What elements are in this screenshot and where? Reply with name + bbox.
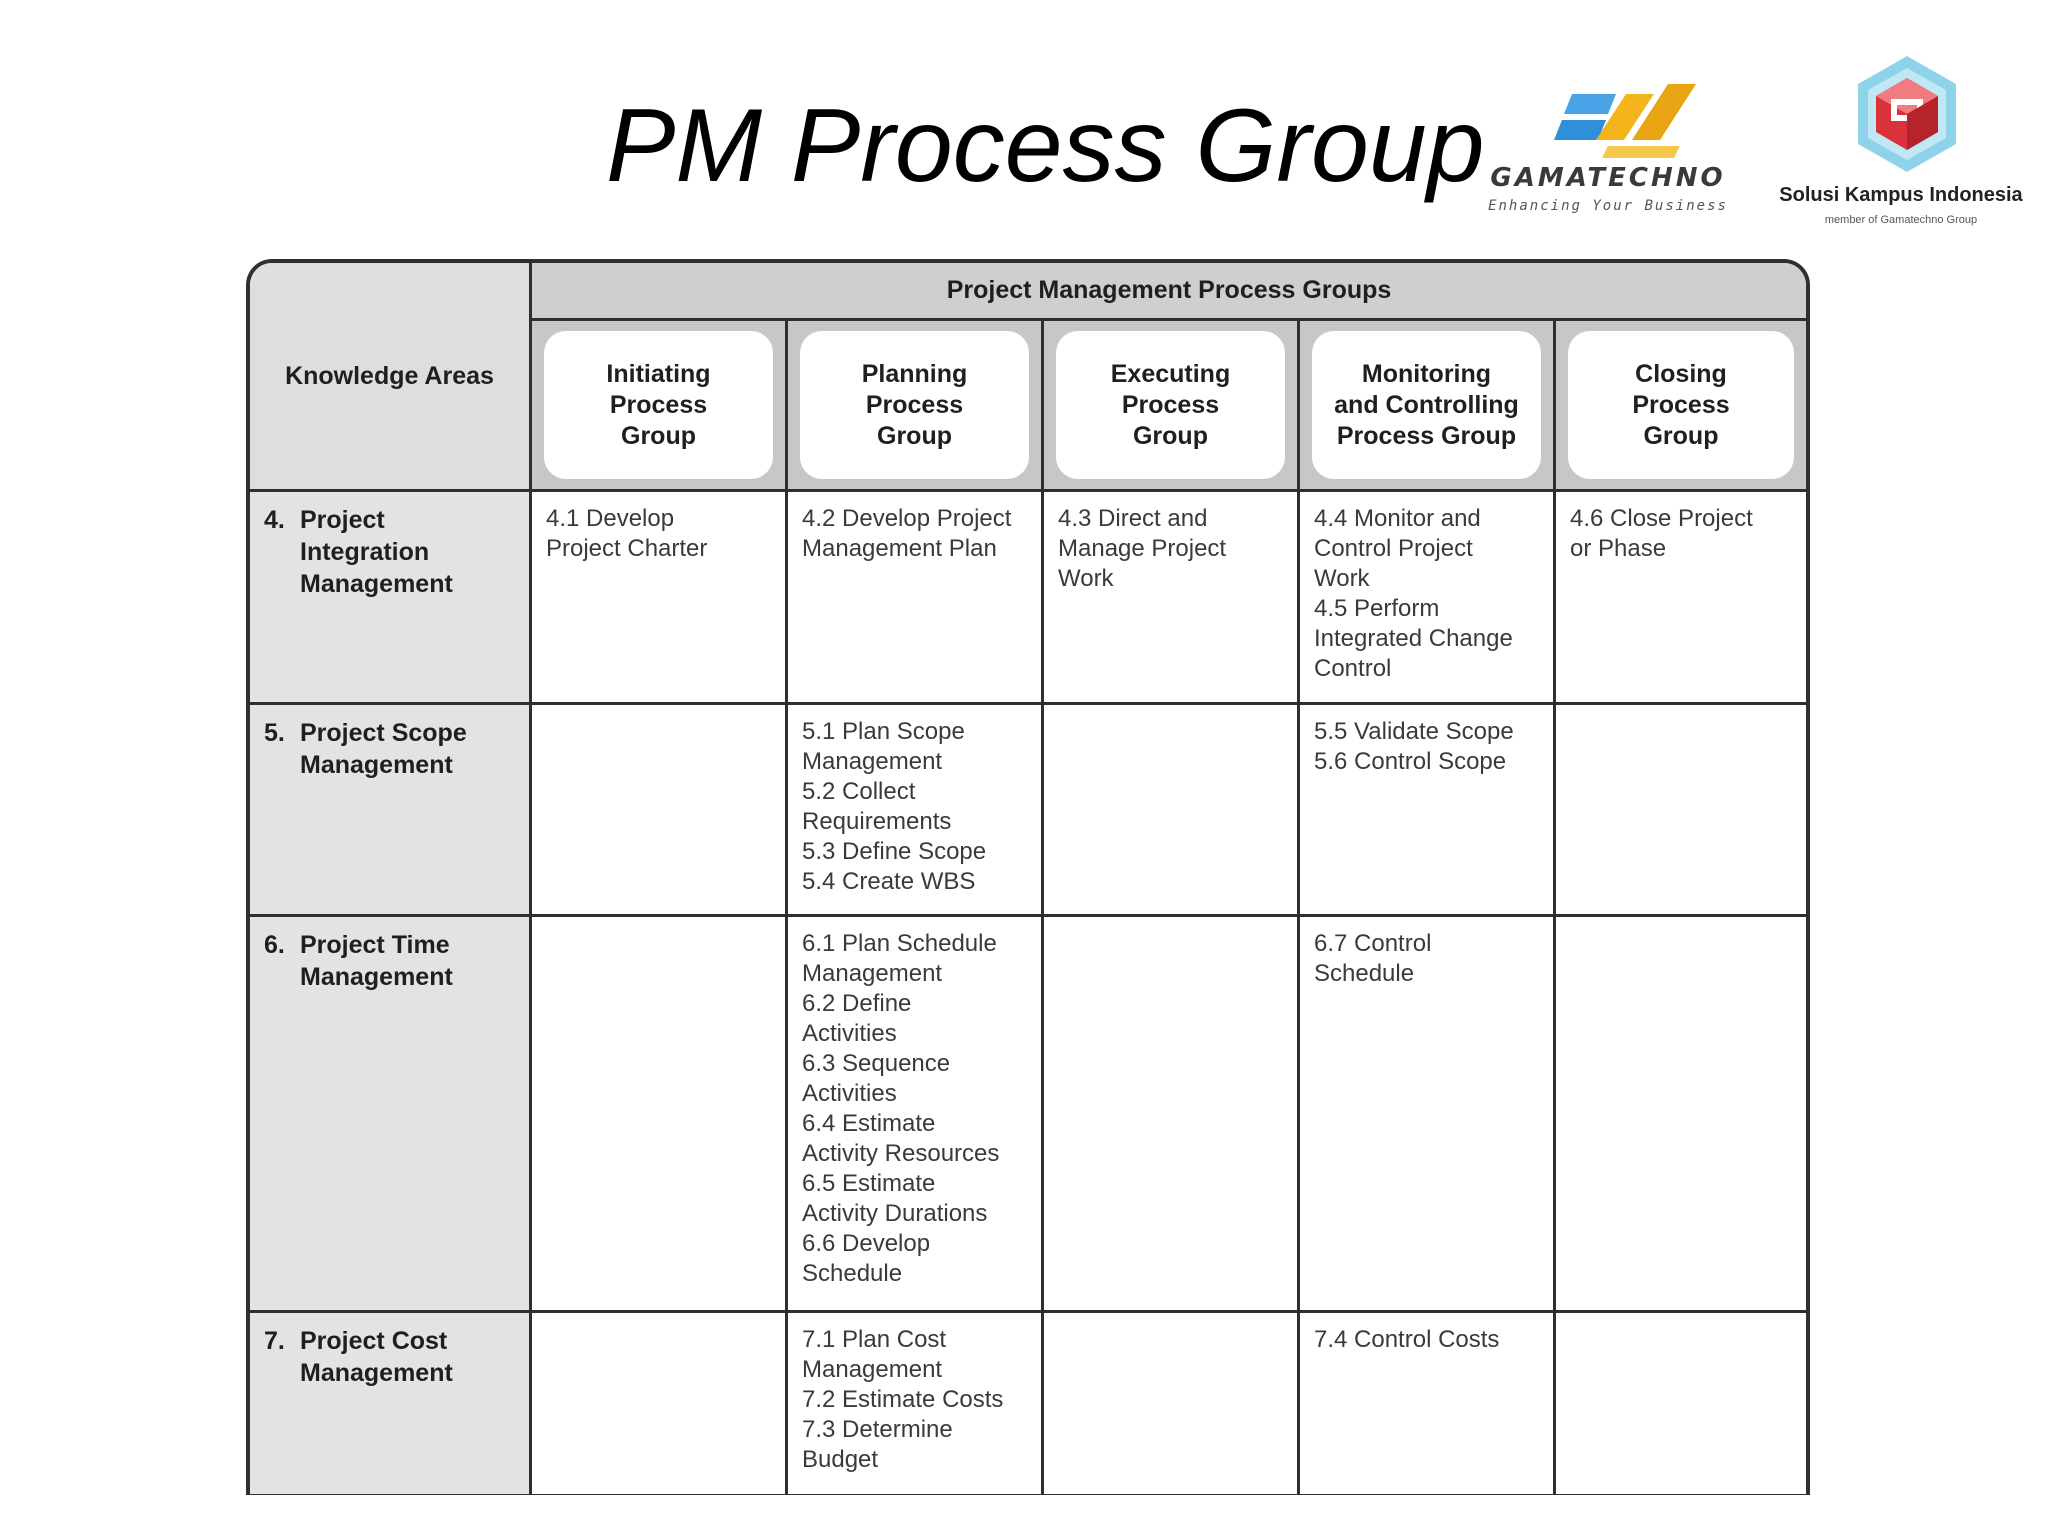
solusi-kampus-logo-mark-icon	[1852, 52, 1962, 182]
process-cell	[532, 917, 788, 1310]
knowledge-area-number: 6.	[264, 931, 285, 959]
table-body	[250, 492, 1806, 1495]
process-item: 6.3 Sequence Activities	[802, 1050, 951, 1107]
knowledge-areas-header: Knowledge Areas	[250, 263, 532, 492]
slide-title: PM Process Group	[606, 88, 1485, 204]
process-cell	[1556, 705, 1806, 914]
process-cell	[1300, 1313, 1556, 1494]
process-cell	[1044, 917, 1300, 1310]
group-label: Monitoring and Controlling Process Group	[1312, 331, 1541, 479]
table-row	[250, 705, 1806, 917]
process-item: 7.3 Determine Budget	[802, 1416, 953, 1473]
group-header-executing	[1044, 321, 1300, 489]
knowledge-area-name: Project Time Management	[300, 931, 453, 991]
process-item: 4.6 Close Project or Phase	[1570, 505, 1753, 562]
knowledge-area-cell	[250, 705, 532, 914]
process-item: 5.5 Validate Scope	[1314, 718, 1514, 745]
process-item: 5.4 Create WBS	[802, 868, 976, 895]
process-item: 6.1 Plan Schedule Management	[802, 930, 997, 987]
process-item: 4.1 Develop Project Charter	[546, 505, 708, 562]
process-item: 5.1 Plan Scope Management	[802, 718, 965, 775]
process-item: 7.1 Plan Cost Management	[802, 1326, 947, 1383]
process-cell	[532, 1313, 788, 1494]
process-cell	[788, 705, 1044, 914]
gamatechno-logo-mark-icon	[1550, 80, 1700, 160]
process-cell	[1044, 1313, 1300, 1494]
group-header-monitoring	[1300, 321, 1556, 489]
knowledge-area-cell	[250, 1313, 532, 1494]
process-item: 5.6 Control Scope	[1314, 748, 1507, 775]
process-cell	[1556, 492, 1806, 702]
group-label: Executing Process Group	[1056, 331, 1285, 479]
group-label: Closing Process Group	[1568, 331, 1794, 479]
process-item: 6.5 Estimate Activity Durations	[802, 1170, 988, 1227]
process-cell	[1044, 492, 1300, 702]
table-row	[250, 1313, 1806, 1495]
process-group-header-row	[532, 321, 1806, 492]
solusi-kampus-logo	[1776, 52, 2026, 232]
process-cell	[1300, 492, 1556, 702]
knowledge-area-number: 5.	[264, 719, 285, 747]
process-cell	[788, 492, 1044, 702]
knowledge-area-name: Project Integration Management	[300, 506, 453, 598]
solusi-kampus-subline: member of Gamatechno Group	[1824, 214, 1978, 226]
process-groups-header: Project Management Process Groups	[532, 263, 1806, 321]
process-item: 5.3 Define Scope	[802, 838, 987, 865]
table-row	[250, 917, 1806, 1313]
gamatechno-tagline: Enhancing Your Business	[1488, 198, 1728, 214]
process-cell	[788, 917, 1044, 1310]
group-label: Initiating Process Group	[544, 331, 773, 479]
process-cell	[1556, 1313, 1806, 1494]
process-item: 4.4 Monitor and Control Project Work	[1314, 505, 1481, 592]
process-item: 6.2 Define Activities	[802, 990, 912, 1047]
process-cell	[532, 492, 788, 702]
group-label: Planning Process Group	[800, 331, 1029, 479]
process-item: 4.5 Perform Integrated Change Control	[1314, 595, 1513, 682]
gamatechno-name: GAMATECHNO	[1490, 163, 1726, 193]
group-header-closing	[1556, 321, 1806, 489]
process-cell	[1556, 917, 1806, 1310]
knowledge-area-name: Project Cost Management	[300, 1327, 453, 1387]
process-item: 6.6 Develop Schedule	[802, 1230, 931, 1287]
process-cell	[532, 705, 788, 914]
process-item: 4.3 Direct and Manage Project Work	[1058, 505, 1227, 592]
process-item: 4.2 Develop Project Management Plan	[802, 505, 1012, 562]
group-header-initiating	[532, 321, 788, 489]
process-cell	[1300, 705, 1556, 914]
solusi-kampus-name: Solusi Kampus Indonesia	[1779, 184, 2023, 206]
process-item: 5.2 Collect Requirements	[802, 778, 952, 835]
knowledge-area-name: Project Scope Management	[300, 719, 467, 779]
knowledge-area-number: 7.	[264, 1327, 285, 1355]
process-item: 6.4 Estimate Activity Resources	[802, 1110, 1000, 1167]
table-row	[250, 492, 1806, 705]
process-group-table	[246, 259, 1810, 1495]
process-item: 7.4 Control Costs	[1314, 1326, 1500, 1353]
process-item: 7.2 Estimate Costs	[802, 1386, 1004, 1413]
group-header-planning	[788, 321, 1044, 489]
process-cell	[788, 1313, 1044, 1494]
knowledge-area-cell	[250, 492, 532, 702]
knowledge-area-cell	[250, 917, 532, 1310]
process-cell	[1300, 917, 1556, 1310]
process-item: 6.7 Control Schedule	[1314, 930, 1432, 987]
process-cell	[1044, 705, 1300, 914]
gamatechno-logo	[1472, 80, 1744, 220]
knowledge-area-number: 4.	[264, 506, 285, 534]
